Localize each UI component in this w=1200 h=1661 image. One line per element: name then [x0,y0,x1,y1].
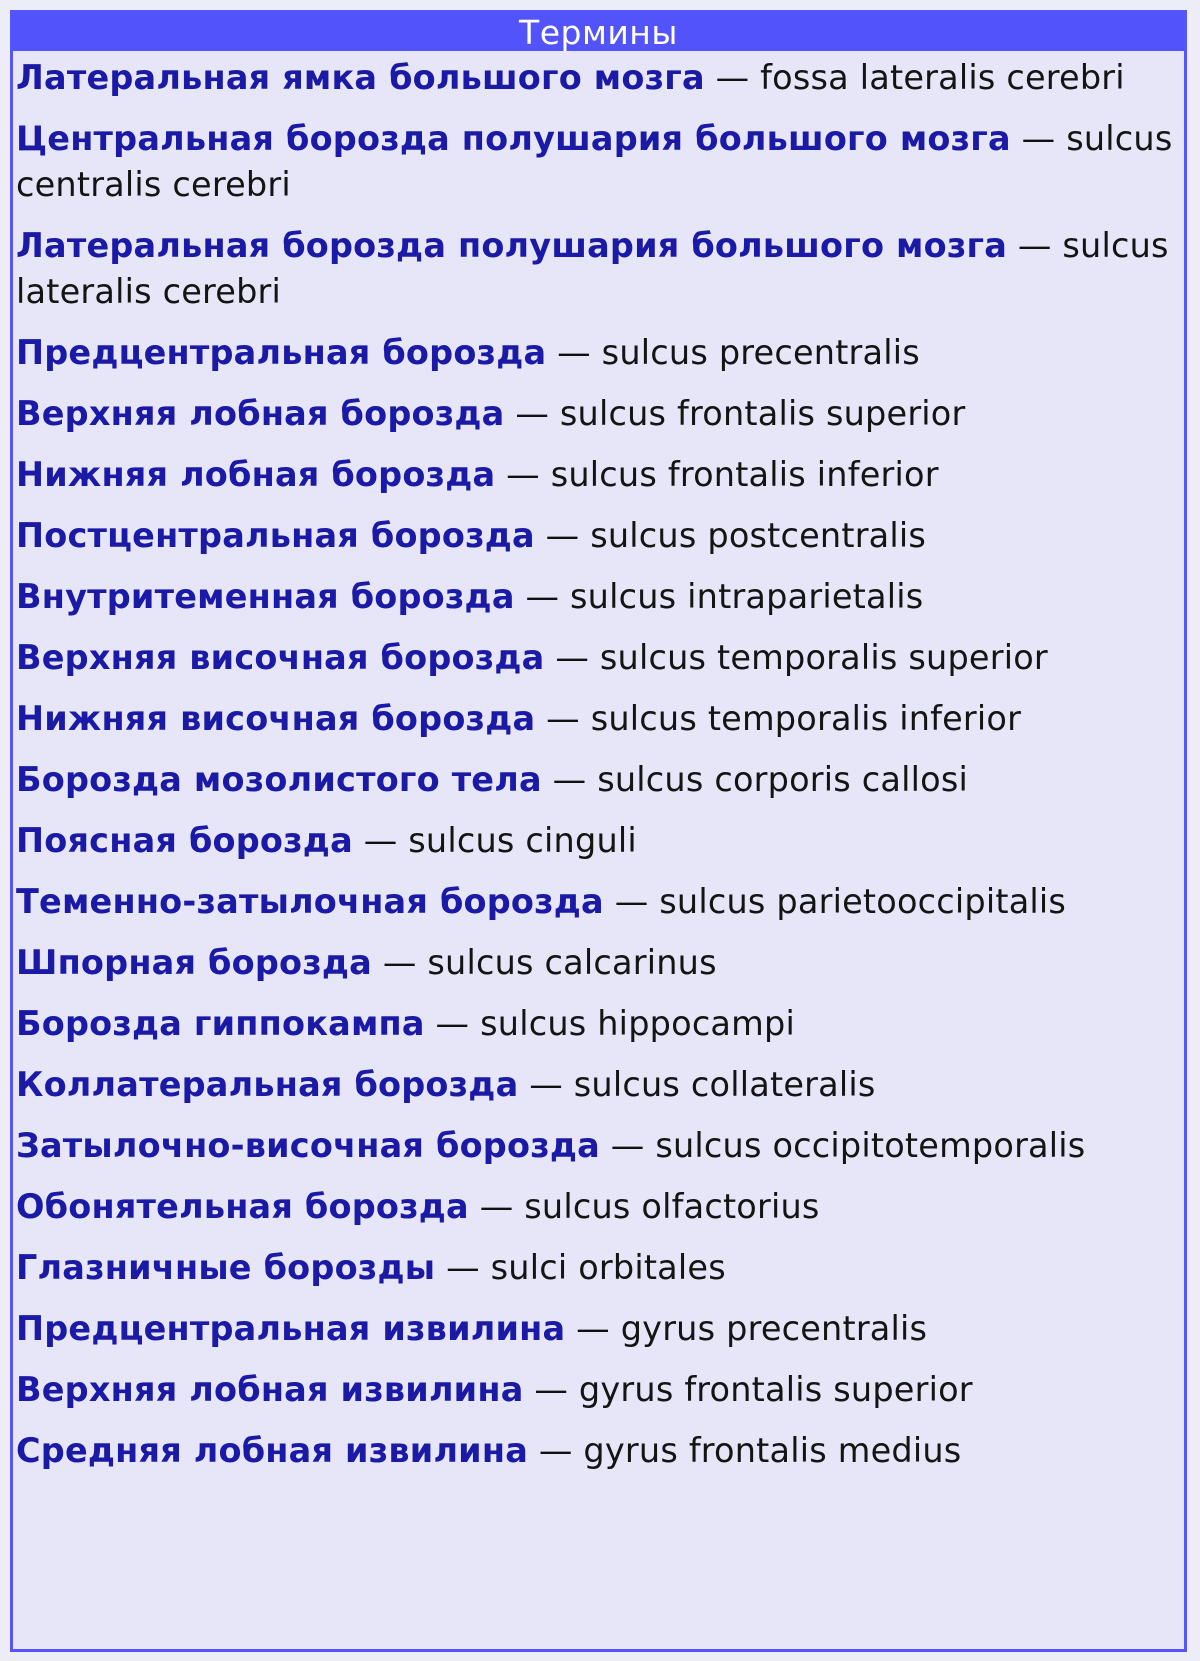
term-latin: sulcus parietooccipitalis [659,882,1067,921]
term-entry [16,1001,1174,1047]
term-separator: — [528,1431,584,1470]
term-russian: Латеральная борозда полушария большого мозга [16,226,1007,265]
term-latin: sulcus hippocampi [480,1004,795,1043]
term-latin: sulcus precentralis [601,333,920,372]
term-entry [16,1428,1174,1474]
term-separator: — [599,1126,656,1165]
term-entry [16,116,1174,208]
term-list [13,51,1184,1474]
terms-panel [10,10,1187,1652]
term-russian: Постцентральная борозда [16,516,535,555]
term-separator: — [468,1187,525,1226]
term-entry [16,818,1174,864]
term-entry [16,1184,1174,1230]
term-russian: Нижняя лобная борозда [16,455,496,494]
term-latin: sulci orbitales [490,1248,726,1287]
term-entry [16,1306,1174,1352]
term-entry [16,1245,1174,1291]
term-russian: Верхняя лобная извилина [16,1370,524,1409]
term-separator: — [495,455,551,494]
term-entry [16,757,1174,803]
term-latin: sulcus frontalis inferior [550,455,939,494]
term-latin: sulcus temporalis superior [599,638,1048,677]
term-latin: sulcus cinguli [408,821,637,860]
term-latin: sulcus calcarinus [427,943,717,982]
term-separator: — [534,516,591,555]
term-russian: Обонятельная борозда [16,1187,469,1226]
term-russian: Верхняя лобная борозда [16,394,505,433]
term-separator: — [523,1370,579,1409]
term-latin: fossa lateralis cerebri [760,58,1125,97]
term-russian: Борозда гиппокампа [16,1004,425,1043]
term-separator: — [565,1309,621,1348]
term-russian: Шпорная борозда [16,943,372,982]
term-russian: Нижняя височная борозда [16,699,536,738]
panel-header [13,13,1184,51]
term-entry [16,879,1174,925]
term-russian: Латеральная ямка большого мозга [16,58,705,97]
term-entry [16,1367,1174,1413]
term-russian: Поясная борозда [16,821,353,860]
term-separator: — [704,58,761,97]
term-latin: sulcus postcentralis [590,516,927,555]
term-separator: — [544,638,600,677]
term-entry [16,1062,1174,1108]
term-latin: sulcus corporis callosi [597,760,968,799]
term-entry [16,452,1174,498]
term-russian: Глазничные борозды [16,1248,436,1287]
term-separator: — [535,699,591,738]
term-russian: Средняя лобная извилина [16,1431,529,1470]
term-separator: — [352,821,409,860]
term-separator: — [504,394,560,433]
term-russian: Теменно-затылочная борозда [16,882,604,921]
term-russian: Коллатеральная борозда [16,1065,519,1104]
term-latin: sulcus lateralis cerebri [16,226,1169,311]
term-entry [16,574,1174,620]
term-entry [16,1123,1174,1169]
term-entry [16,55,1174,101]
panel-title: Термины [519,13,678,52]
term-entry [16,223,1174,315]
term-russian: Верхняя височная борозда [16,638,545,677]
term-separator: — [371,943,428,982]
term-russian: Предцентральная борозда [16,333,547,372]
term-latin: gyrus frontalis superior [578,1370,973,1409]
term-separator: — [541,760,598,799]
term-separator: — [514,577,571,616]
term-latin: sulcus collateralis [573,1065,876,1104]
term-latin: sulcus centralis cerebri [16,119,1173,204]
term-russian: Борозда мозолистого тела [16,760,542,799]
term-separator: — [1010,119,1067,158]
term-separator: — [518,1065,574,1104]
term-latin: sulcus olfactorius [524,1187,820,1226]
term-separator: — [1007,226,1063,265]
term-latin: sulcus temporalis inferior [590,699,1022,738]
term-entry [16,513,1174,559]
term-entry [16,635,1174,681]
term-separator: — [435,1248,491,1287]
term-entry [16,940,1174,986]
term-latin: gyrus precentralis [620,1309,928,1348]
term-russian: Затылочно-височная борозда [16,1126,600,1165]
term-entry [16,696,1174,742]
term-russian: Центральная борозда полушария большого мозга [16,119,1011,158]
term-separator: — [546,333,602,372]
term-entry [16,330,1174,376]
term-russian: Предцентральная извилина [16,1309,566,1348]
term-latin: gyrus frontalis medius [583,1431,962,1470]
term-entry [16,391,1174,437]
term-separator: — [603,882,660,921]
term-latin: sulcus intraparietalis [570,577,924,616]
term-russian: Внутритеменная борозда [16,577,515,616]
term-separator: — [424,1004,481,1043]
term-latin: sulcus occipitotemporalis [655,1126,1086,1165]
term-latin: sulcus frontalis superior [559,394,966,433]
